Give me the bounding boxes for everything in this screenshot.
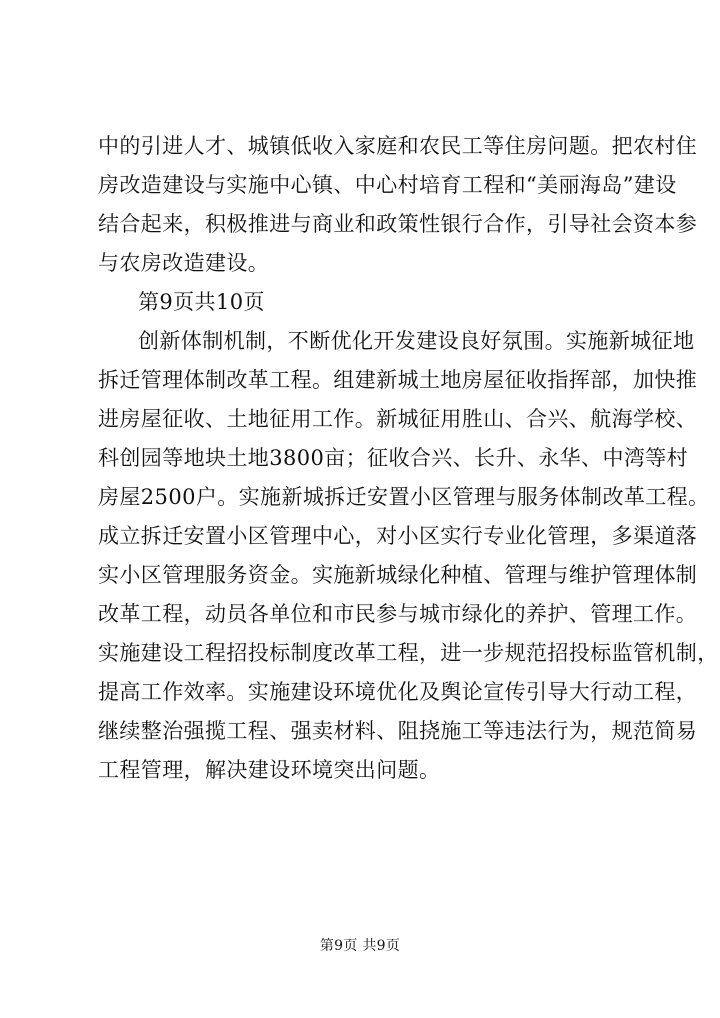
body-line-6: 创新体制机制，不断优化开发建设良好氛围。实施新城征地 (138, 329, 695, 353)
body-line-16: 继续整治强揽工程、强卖材料、阻挠施工等违法行为，规范简易 (98, 719, 698, 743)
body-line-10: 房屋2500户。实施新城拆迁安置小区管理与服务体制改革工程。 (98, 485, 710, 509)
page-footer: 第9页 共9页 (319, 938, 401, 954)
body-line-9: 科创园等地块土地3800亩；征收合兴、长升、永华、中湾等村 (98, 446, 689, 470)
body-line-13: 改革工程，动员各单位和市民参与城市绿化的养护、管理工作。 (98, 602, 698, 626)
body-line-2: 房改造建设与实施中心镇、中心村培育工程和“美丽海岛”建设 (98, 173, 677, 197)
body-line-3: 结合起来，积极推进与商业和政策性银行合作，引导社会资本参 (98, 212, 698, 236)
body-line-1: 中的引进人才、城镇低收入家庭和农民工等住房问题。把农村住 (98, 134, 698, 158)
body-line-4: 与农房改造建设。 (98, 251, 270, 275)
body-line-11: 成立拆迁安置小区管理中心，对小区实行专业化管理，多渠道落 (98, 524, 698, 548)
inline-page-marker: 第9页共10页 (138, 290, 265, 314)
body-line-14: 实施建设工程招投标制度改革工程，进一步规范招投标监管机制， (98, 641, 719, 665)
body-line-7: 拆迁管理体制改革工程。组建新城土地房屋征收指挥部，加快推 (98, 368, 698, 392)
body-line-12: 实小区管理服务资金。实施新城绿化种植、管理与维护管理体制 (98, 563, 698, 587)
body-line-15: 提高工作效率。实施建设环境优化及舆论宣传引导大行动工程， (98, 680, 698, 704)
body-line-17: 工程管理，解决建设环境突出问题。 (98, 758, 441, 782)
body-line-8: 进房屋征收、土地征用工作。新城征用胜山、合兴、航海学校、 (98, 407, 698, 431)
